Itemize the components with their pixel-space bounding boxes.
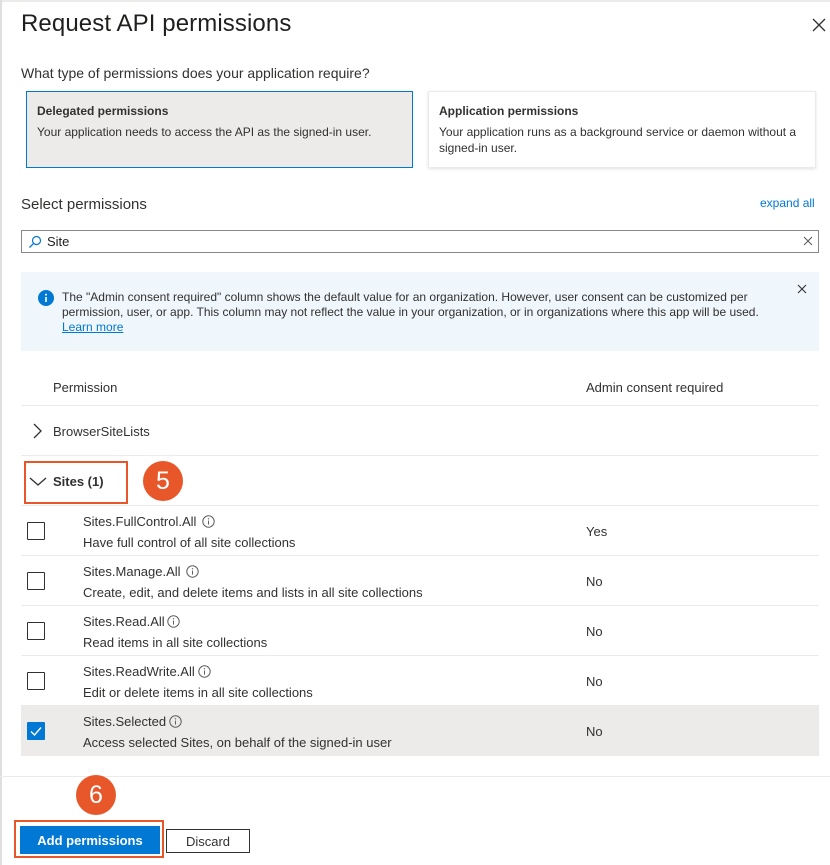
permission-name: Sites.Read.All [83, 614, 165, 629]
search-value: Site [47, 234, 70, 249]
info-circle-icon[interactable] [169, 715, 182, 728]
learn-more-link[interactable]: Learn more [62, 320, 124, 334]
expand-all-link[interactable]: expand all [760, 196, 815, 210]
permission-description: Edit or delete items in all site collections [83, 685, 313, 700]
permission-type-question: What type of permissions does your application require? [21, 65, 370, 81]
checkmark-icon [28, 723, 44, 739]
permission-column-header: Permission [53, 380, 118, 395]
clear-search-icon[interactable] [802, 235, 814, 247]
admin-consent-value: Yes [586, 524, 608, 539]
permission-row-selected[interactable] [21, 706, 819, 756]
dismiss-info-icon[interactable] [796, 283, 808, 295]
panel-title: Request API permissions [21, 10, 292, 37]
application-permissions-title: Application permissions [439, 104, 579, 118]
select-permissions-label: Select permissions [21, 196, 147, 213]
step-6-badge: 6 [76, 775, 116, 815]
admin-consent-value: No [586, 574, 603, 589]
delegated-permissions-card[interactable] [26, 91, 413, 168]
close-icon [808, 14, 830, 36]
add-permissions-button[interactable]: Add permissions [20, 826, 160, 854]
info-circle-icon[interactable] [167, 615, 180, 628]
delegated-permissions-title: Delegated permissions [37, 104, 169, 118]
info-message [62, 290, 792, 335]
info-message-text: The "Admin consent required" column shows the default value for an organization. However, user consent can be customized per permission, user, or app. This column may not reflect the value in your organization, or in organizations where this app will be used. [62, 290, 759, 319]
admin-consent-value: No [586, 624, 603, 639]
permission-name: Sites.ReadWrite.All [83, 664, 195, 679]
permission-row[interactable] [21, 606, 819, 656]
permission-row[interactable] [21, 656, 819, 706]
group-browsersitelists[interactable] [21, 406, 819, 456]
top-border [0, 0, 830, 2]
permission-name: Sites.FullControl.All [83, 514, 197, 529]
chevron-right-icon[interactable] [30, 423, 44, 439]
close-button[interactable] [808, 14, 830, 36]
discard-button[interactable]: Discard [166, 829, 250, 853]
permission-description: Create, edit, and delete items and lists in all site collections [83, 585, 423, 600]
admin-consent-column-header: Admin consent required [586, 380, 724, 395]
permission-checkbox[interactable] [27, 522, 45, 540]
group-browsersitelists-label: BrowserSiteLists [53, 424, 150, 439]
search-input[interactable] [21, 230, 819, 253]
info-circle-icon[interactable] [186, 565, 199, 578]
permission-description: Have full control of all site collections [83, 535, 296, 550]
application-permissions-description: Your application runs as a background service or daemon without a signed-in user. [439, 125, 797, 155]
admin-consent-value: No [586, 674, 603, 689]
application-permissions-card[interactable] [428, 91, 816, 168]
info-icon [38, 290, 54, 306]
permission-checkbox[interactable] [27, 572, 45, 590]
permission-row[interactable] [21, 506, 819, 556]
permission-row[interactable] [21, 556, 819, 606]
permission-name: Sites.Manage.All [83, 564, 181, 579]
search-icon [28, 235, 42, 249]
footer-divider [0, 776, 830, 777]
info-circle-icon[interactable] [198, 665, 211, 678]
permission-checkbox[interactable] [27, 622, 45, 640]
step-5-highlight [24, 461, 128, 504]
info-circle-icon[interactable] [202, 515, 215, 528]
group-sites-label: Sites (1) [53, 474, 104, 489]
permission-name: Sites.Selected [83, 714, 167, 729]
permission-checkbox-checked[interactable] [27, 722, 45, 740]
permission-description: Read items in all site collections [83, 635, 268, 650]
admin-consent-info-bar [21, 272, 819, 351]
permission-checkbox[interactable] [27, 672, 45, 690]
left-border [0, 0, 2, 865]
admin-consent-value: No [586, 724, 603, 739]
group-sites[interactable] [21, 456, 819, 506]
step-5-badge: 5 [143, 461, 183, 501]
delegated-permissions-description: Your application needs to access the API as the signed-in user. [37, 125, 372, 139]
permission-description: Access selected Sites, on behalf of the signed-in user [83, 735, 392, 750]
